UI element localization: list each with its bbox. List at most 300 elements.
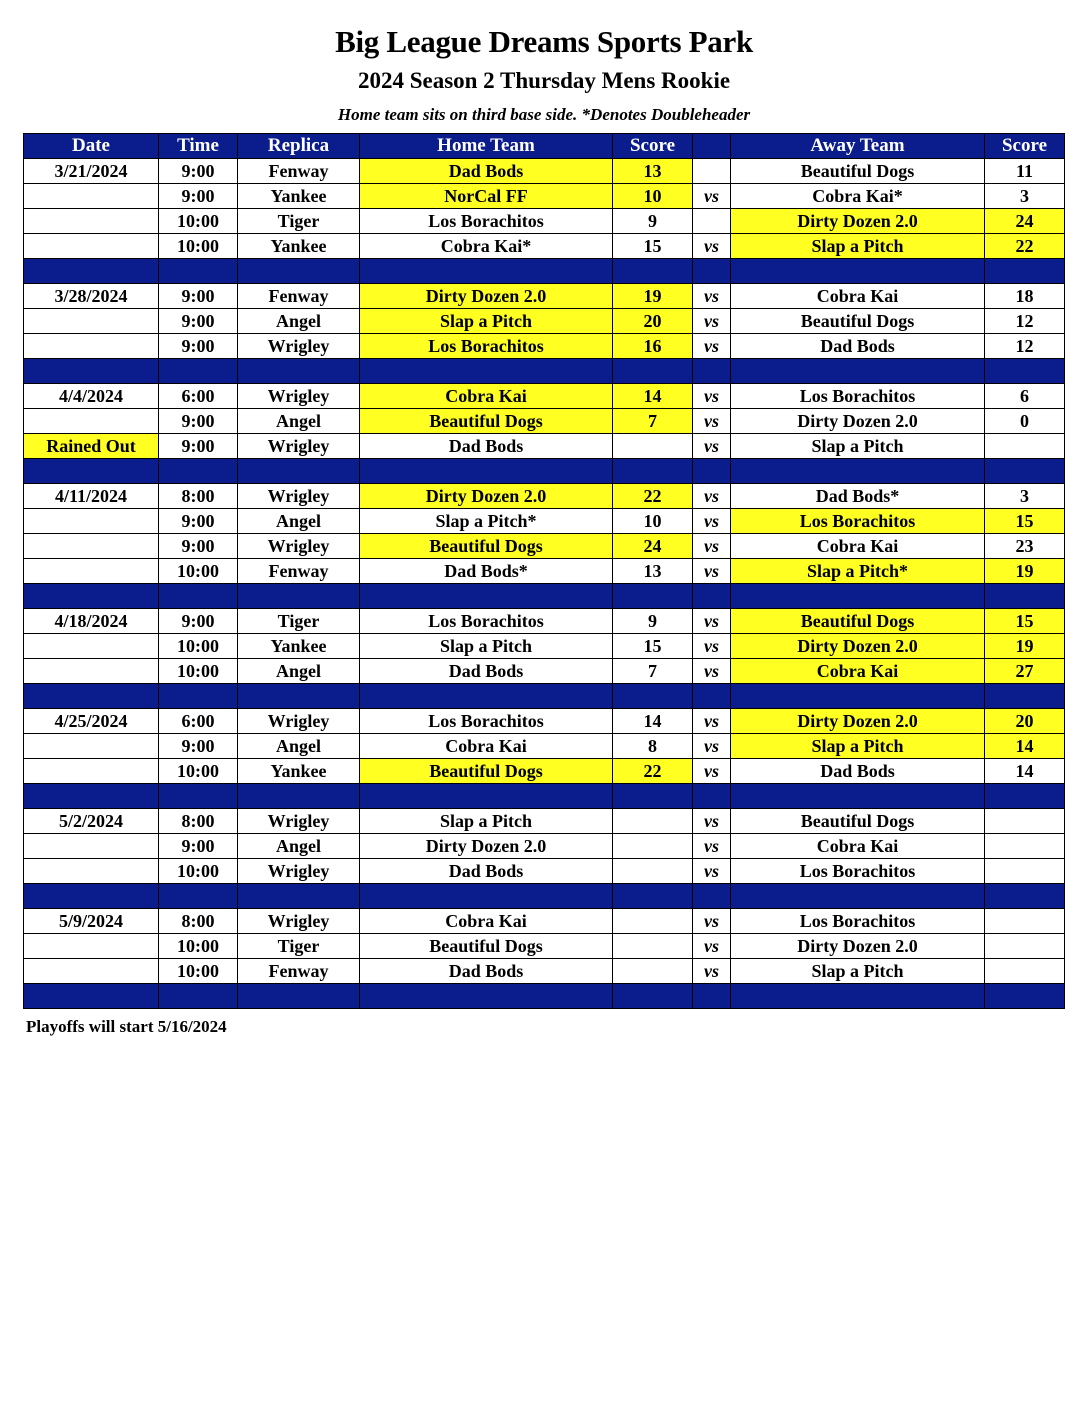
- replica-cell: Yankee: [238, 759, 360, 784]
- home-team-cell: Cobra Kai: [360, 734, 613, 759]
- time-cell: 9:00: [159, 409, 238, 434]
- date-cell: [24, 309, 159, 334]
- vs-cell: vs: [693, 309, 731, 334]
- date-cell: [24, 759, 159, 784]
- separator-cell: [24, 884, 159, 909]
- separator-cell: [159, 584, 238, 609]
- table-row: [24, 709, 1065, 734]
- week-separator-row: [24, 359, 1065, 384]
- home-score-cell: 19: [613, 284, 693, 309]
- separator-cell: [159, 359, 238, 384]
- replica-cell: Angel: [238, 509, 360, 534]
- away-score-cell: [985, 809, 1065, 834]
- separator-cell: [238, 359, 360, 384]
- page-title: Big League Dreams Sports Park: [335, 24, 753, 59]
- page-subtitle: 2024 Season 2 Thursday Mens Rookie: [357, 68, 731, 93]
- separator-cell: [731, 784, 985, 809]
- replica-cell: Wrigley: [238, 809, 360, 834]
- replica-cell: Fenway: [238, 559, 360, 584]
- home-score-cell: 9: [613, 209, 693, 234]
- date-cell: [24, 934, 159, 959]
- separator-cell: [238, 684, 360, 709]
- away-team-cell: Dirty Dozen 2.0: [731, 409, 985, 434]
- separator-cell: [360, 984, 613, 1009]
- away-score-cell: 19: [985, 559, 1065, 584]
- vs-cell: vs: [693, 334, 731, 359]
- time-cell: 9:00: [159, 159, 238, 184]
- away-score-cell: 12: [985, 334, 1065, 359]
- home-team-cell: Slap a Pitch: [360, 309, 613, 334]
- table-row: [24, 734, 1065, 759]
- table-row: [24, 484, 1065, 509]
- separator-cell: [24, 359, 159, 384]
- separator-cell: [985, 784, 1065, 809]
- separator-cell: [24, 984, 159, 1009]
- date-cell: 3/28/2024: [24, 284, 159, 309]
- separator-cell: [693, 984, 731, 1009]
- separator-cell: [159, 884, 238, 909]
- week-separator-row: [24, 784, 1065, 809]
- home-score-cell: 20: [613, 309, 693, 334]
- time-cell: 10:00: [159, 859, 238, 884]
- separator-cell: [985, 359, 1065, 384]
- home-score-cell: [613, 859, 693, 884]
- table-row: [24, 959, 1065, 984]
- separator-cell: [360, 459, 613, 484]
- away-score-cell: [985, 859, 1065, 884]
- replica-cell: Wrigley: [238, 909, 360, 934]
- date-cell: [24, 634, 159, 659]
- away-team-cell: Slap a Pitch*: [731, 559, 985, 584]
- vs-cell: vs: [693, 634, 731, 659]
- vs-cell: vs: [693, 859, 731, 884]
- away-team-cell: Beautiful Dogs: [731, 309, 985, 334]
- column-header-replica: Replica: [238, 134, 360, 159]
- separator-cell: [985, 984, 1065, 1009]
- vs-cell: vs: [693, 959, 731, 984]
- away-score-cell: 22: [985, 234, 1065, 259]
- time-cell: 9:00: [159, 734, 238, 759]
- table-row: [24, 634, 1065, 659]
- home-score-cell: 9: [613, 609, 693, 634]
- separator-cell: [360, 584, 613, 609]
- table-row: [24, 384, 1065, 409]
- replica-cell: Fenway: [238, 284, 360, 309]
- away-team-cell: Beautiful Dogs: [731, 809, 985, 834]
- table-row: [24, 534, 1065, 559]
- column-header-date: Date: [24, 134, 159, 159]
- playoffs-note: Playoffs will start 5/16/2024: [26, 1017, 227, 1036]
- away-team-cell: Los Borachitos: [731, 384, 985, 409]
- home-team-cell: Dad Bods: [360, 959, 613, 984]
- away-score-cell: 0: [985, 409, 1065, 434]
- separator-cell: [24, 584, 159, 609]
- table-row: [24, 434, 1065, 459]
- vs-cell: vs: [693, 734, 731, 759]
- separator-cell: [613, 784, 693, 809]
- away-score-cell: 11: [985, 159, 1065, 184]
- away-score-cell: 15: [985, 509, 1065, 534]
- away-score-cell: 24: [985, 209, 1065, 234]
- time-cell: 10:00: [159, 759, 238, 784]
- away-score-cell: 18: [985, 284, 1065, 309]
- home-score-cell: 15: [613, 234, 693, 259]
- table-row: [24, 309, 1065, 334]
- table-row: [24, 159, 1065, 184]
- date-cell: 5/2/2024: [24, 809, 159, 834]
- separator-cell: [24, 784, 159, 809]
- vs-cell: vs: [693, 409, 731, 434]
- separator-cell: [159, 459, 238, 484]
- time-cell: 9:00: [159, 509, 238, 534]
- separator-cell: [693, 884, 731, 909]
- home-score-cell: 14: [613, 709, 693, 734]
- separator-cell: [360, 884, 613, 909]
- table-row: [24, 234, 1065, 259]
- away-score-cell: 3: [985, 484, 1065, 509]
- vs-cell: vs: [693, 934, 731, 959]
- vs-cell: vs: [693, 284, 731, 309]
- home-score-cell: [613, 834, 693, 859]
- date-cell: 5/9/2024: [24, 909, 159, 934]
- vs-cell: vs: [693, 184, 731, 209]
- replica-cell: Wrigley: [238, 434, 360, 459]
- home-score-cell: 22: [613, 484, 693, 509]
- home-score-cell: [613, 934, 693, 959]
- separator-cell: [693, 684, 731, 709]
- home-team-cell: Los Borachitos: [360, 709, 613, 734]
- time-cell: 9:00: [159, 609, 238, 634]
- home-score-cell: [613, 434, 693, 459]
- week-separator-row: [24, 984, 1065, 1009]
- away-score-cell: [985, 934, 1065, 959]
- week-separator-row: [24, 884, 1065, 909]
- vs-cell: [693, 209, 731, 234]
- separator-cell: [360, 684, 613, 709]
- table-row: [24, 809, 1065, 834]
- away-team-cell: Cobra Kai: [731, 834, 985, 859]
- time-cell: 9:00: [159, 284, 238, 309]
- separator-cell: [731, 259, 985, 284]
- home-team-cell: Cobra Kai: [360, 909, 613, 934]
- away-score-cell: 15: [985, 609, 1065, 634]
- away-team-cell: Cobra Kai: [731, 659, 985, 684]
- away-score-cell: [985, 959, 1065, 984]
- away-team-cell: Dad Bods: [731, 334, 985, 359]
- table-row: [24, 184, 1065, 209]
- away-team-cell: Beautiful Dogs: [731, 159, 985, 184]
- date-cell: [24, 659, 159, 684]
- replica-cell: Angel: [238, 834, 360, 859]
- away-team-cell: Cobra Kai*: [731, 184, 985, 209]
- date-cell: [24, 959, 159, 984]
- separator-cell: [24, 684, 159, 709]
- table-row: [24, 559, 1065, 584]
- separator-cell: [159, 684, 238, 709]
- away-score-cell: 20: [985, 709, 1065, 734]
- replica-cell: Fenway: [238, 959, 360, 984]
- away-team-cell: Dirty Dozen 2.0: [731, 209, 985, 234]
- replica-cell: Wrigley: [238, 484, 360, 509]
- time-cell: 9:00: [159, 434, 238, 459]
- away-score-cell: 6: [985, 384, 1065, 409]
- separator-cell: [159, 784, 238, 809]
- home-score-cell: [613, 809, 693, 834]
- table-row: [24, 859, 1065, 884]
- away-score-cell: 3: [985, 184, 1065, 209]
- home-team-cell: Slap a Pitch: [360, 809, 613, 834]
- replica-cell: Wrigley: [238, 334, 360, 359]
- away-team-cell: Dirty Dozen 2.0: [731, 934, 985, 959]
- home-team-cell: Dad Bods: [360, 434, 613, 459]
- time-cell: 9:00: [159, 184, 238, 209]
- separator-cell: [693, 584, 731, 609]
- away-team-cell: Dirty Dozen 2.0: [731, 709, 985, 734]
- table-row: [24, 409, 1065, 434]
- week-separator-row: [24, 259, 1065, 284]
- vs-cell: vs: [693, 709, 731, 734]
- home-team-cell: Beautiful Dogs: [360, 934, 613, 959]
- home-score-cell: 13: [613, 559, 693, 584]
- separator-cell: [360, 259, 613, 284]
- week-separator-row: [24, 684, 1065, 709]
- separator-cell: [613, 359, 693, 384]
- replica-cell: Fenway: [238, 159, 360, 184]
- date-cell: 4/11/2024: [24, 484, 159, 509]
- date-cell: [24, 409, 159, 434]
- separator-cell: [238, 984, 360, 1009]
- separator-cell: [693, 459, 731, 484]
- home-team-cell: Los Borachitos: [360, 609, 613, 634]
- home-team-cell: Slap a Pitch*: [360, 509, 613, 534]
- separator-cell: [24, 459, 159, 484]
- time-cell: 10:00: [159, 634, 238, 659]
- vs-cell: vs: [693, 909, 731, 934]
- date-cell: 4/4/2024: [24, 384, 159, 409]
- schedule-note: Home team sits on third base side. *Denotes Doubleheader: [337, 105, 751, 124]
- separator-cell: [613, 684, 693, 709]
- away-score-cell: [985, 434, 1065, 459]
- date-cell: [24, 859, 159, 884]
- vs-cell: vs: [693, 484, 731, 509]
- date-cell: [24, 234, 159, 259]
- vs-cell: vs: [693, 559, 731, 584]
- time-cell: 9:00: [159, 309, 238, 334]
- separator-cell: [613, 259, 693, 284]
- time-cell: 8:00: [159, 909, 238, 934]
- table-row: [24, 759, 1065, 784]
- column-header-home-score: Score: [613, 134, 693, 159]
- away-team-cell: Slap a Pitch: [731, 959, 985, 984]
- home-team-cell: Dad Bods*: [360, 559, 613, 584]
- home-score-cell: 10: [613, 509, 693, 534]
- table-row: [24, 659, 1065, 684]
- separator-cell: [693, 359, 731, 384]
- replica-cell: Yankee: [238, 634, 360, 659]
- away-score-cell: 14: [985, 759, 1065, 784]
- vs-cell: vs: [693, 234, 731, 259]
- vs-cell: [693, 159, 731, 184]
- home-team-cell: Cobra Kai: [360, 384, 613, 409]
- separator-cell: [985, 884, 1065, 909]
- table-row: [24, 509, 1065, 534]
- home-score-cell: 7: [613, 409, 693, 434]
- date-cell: 4/25/2024: [24, 709, 159, 734]
- away-team-cell: Cobra Kai: [731, 534, 985, 559]
- time-cell: 10:00: [159, 659, 238, 684]
- table-row: [24, 934, 1065, 959]
- away-team-cell: Slap a Pitch: [731, 734, 985, 759]
- date-cell: [24, 534, 159, 559]
- home-team-cell: Dirty Dozen 2.0: [360, 284, 613, 309]
- separator-cell: [360, 784, 613, 809]
- separator-cell: [238, 459, 360, 484]
- home-team-cell: NorCal FF: [360, 184, 613, 209]
- away-team-cell: Los Borachitos: [731, 859, 985, 884]
- home-team-cell: Dad Bods: [360, 859, 613, 884]
- separator-cell: [613, 584, 693, 609]
- column-header-away-score: Score: [985, 134, 1065, 159]
- week-separator-row: [24, 584, 1065, 609]
- separator-cell: [613, 884, 693, 909]
- column-header-time: Time: [159, 134, 238, 159]
- replica-cell: Angel: [238, 734, 360, 759]
- separator-cell: [731, 584, 985, 609]
- vs-cell: vs: [693, 759, 731, 784]
- home-team-cell: Beautiful Dogs: [360, 534, 613, 559]
- table-row: [24, 609, 1065, 634]
- away-score-cell: 14: [985, 734, 1065, 759]
- replica-cell: Angel: [238, 309, 360, 334]
- away-team-cell: Beautiful Dogs: [731, 609, 985, 634]
- away-score-cell: [985, 834, 1065, 859]
- home-score-cell: 13: [613, 159, 693, 184]
- separator-cell: [731, 359, 985, 384]
- home-team-cell: Beautiful Dogs: [360, 409, 613, 434]
- away-team-cell: Dad Bods*: [731, 484, 985, 509]
- vs-cell: vs: [693, 834, 731, 859]
- away-team-cell: Los Borachitos: [731, 909, 985, 934]
- replica-cell: Wrigley: [238, 534, 360, 559]
- date-cell: [24, 834, 159, 859]
- separator-cell: [731, 684, 985, 709]
- table-row: [24, 834, 1065, 859]
- home-score-cell: 10: [613, 184, 693, 209]
- column-header-vs: [693, 134, 731, 159]
- date-cell: 3/21/2024: [24, 159, 159, 184]
- time-cell: 6:00: [159, 709, 238, 734]
- home-score-cell: 8: [613, 734, 693, 759]
- date-cell: [24, 509, 159, 534]
- separator-cell: [985, 459, 1065, 484]
- away-score-cell: 12: [985, 309, 1065, 334]
- away-score-cell: 27: [985, 659, 1065, 684]
- vs-cell: vs: [693, 809, 731, 834]
- home-score-cell: 14: [613, 384, 693, 409]
- home-score-cell: 22: [613, 759, 693, 784]
- time-cell: 10:00: [159, 209, 238, 234]
- replica-cell: Wrigley: [238, 859, 360, 884]
- separator-cell: [731, 984, 985, 1009]
- home-team-cell: Dirty Dozen 2.0: [360, 484, 613, 509]
- replica-cell: Angel: [238, 659, 360, 684]
- vs-cell: vs: [693, 434, 731, 459]
- separator-cell: [238, 259, 360, 284]
- separator-cell: [360, 359, 613, 384]
- vs-cell: vs: [693, 609, 731, 634]
- separator-cell: [693, 259, 731, 284]
- home-score-cell: [613, 909, 693, 934]
- home-score-cell: 24: [613, 534, 693, 559]
- time-cell: 8:00: [159, 809, 238, 834]
- vs-cell: vs: [693, 384, 731, 409]
- away-team-cell: Los Borachitos: [731, 509, 985, 534]
- table-row: [24, 209, 1065, 234]
- column-header-away-team: Away Team: [731, 134, 985, 159]
- vs-cell: vs: [693, 534, 731, 559]
- table-header-row: [24, 134, 1065, 159]
- time-cell: 8:00: [159, 484, 238, 509]
- replica-cell: Tiger: [238, 609, 360, 634]
- separator-cell: [731, 884, 985, 909]
- home-team-cell: Los Borachitos: [360, 209, 613, 234]
- separator-cell: [238, 884, 360, 909]
- separator-cell: [238, 784, 360, 809]
- time-cell: 6:00: [159, 384, 238, 409]
- replica-cell: Wrigley: [238, 384, 360, 409]
- date-cell: Rained Out: [24, 434, 159, 459]
- date-cell: [24, 734, 159, 759]
- separator-cell: [238, 584, 360, 609]
- time-cell: 10:00: [159, 934, 238, 959]
- away-team-cell: Dirty Dozen 2.0: [731, 634, 985, 659]
- column-header-home-team: Home Team: [360, 134, 613, 159]
- time-cell: 9:00: [159, 334, 238, 359]
- table-row: [24, 284, 1065, 309]
- home-score-cell: 7: [613, 659, 693, 684]
- schedule-table: [23, 133, 1065, 1009]
- separator-cell: [159, 259, 238, 284]
- home-team-cell: Los Borachitos: [360, 334, 613, 359]
- replica-cell: Yankee: [238, 234, 360, 259]
- replica-cell: Tiger: [238, 209, 360, 234]
- schedule-body: [24, 159, 1065, 1009]
- week-separator-row: [24, 459, 1065, 484]
- separator-cell: [985, 684, 1065, 709]
- home-team-cell: Dad Bods: [360, 659, 613, 684]
- date-cell: 4/18/2024: [24, 609, 159, 634]
- replica-cell: Wrigley: [238, 709, 360, 734]
- away-score-cell: 23: [985, 534, 1065, 559]
- vs-cell: vs: [693, 509, 731, 534]
- away-score-cell: 19: [985, 634, 1065, 659]
- home-score-cell: 15: [613, 634, 693, 659]
- separator-cell: [24, 259, 159, 284]
- date-cell: [24, 184, 159, 209]
- home-team-cell: Dirty Dozen 2.0: [360, 834, 613, 859]
- away-team-cell: Slap a Pitch: [731, 434, 985, 459]
- separator-cell: [693, 784, 731, 809]
- date-cell: [24, 559, 159, 584]
- away-score-cell: [985, 909, 1065, 934]
- home-team-cell: Slap a Pitch: [360, 634, 613, 659]
- time-cell: 10:00: [159, 559, 238, 584]
- home-score-cell: [613, 959, 693, 984]
- away-team-cell: Slap a Pitch: [731, 234, 985, 259]
- time-cell: 9:00: [159, 534, 238, 559]
- away-team-cell: Dad Bods: [731, 759, 985, 784]
- time-cell: 10:00: [159, 234, 238, 259]
